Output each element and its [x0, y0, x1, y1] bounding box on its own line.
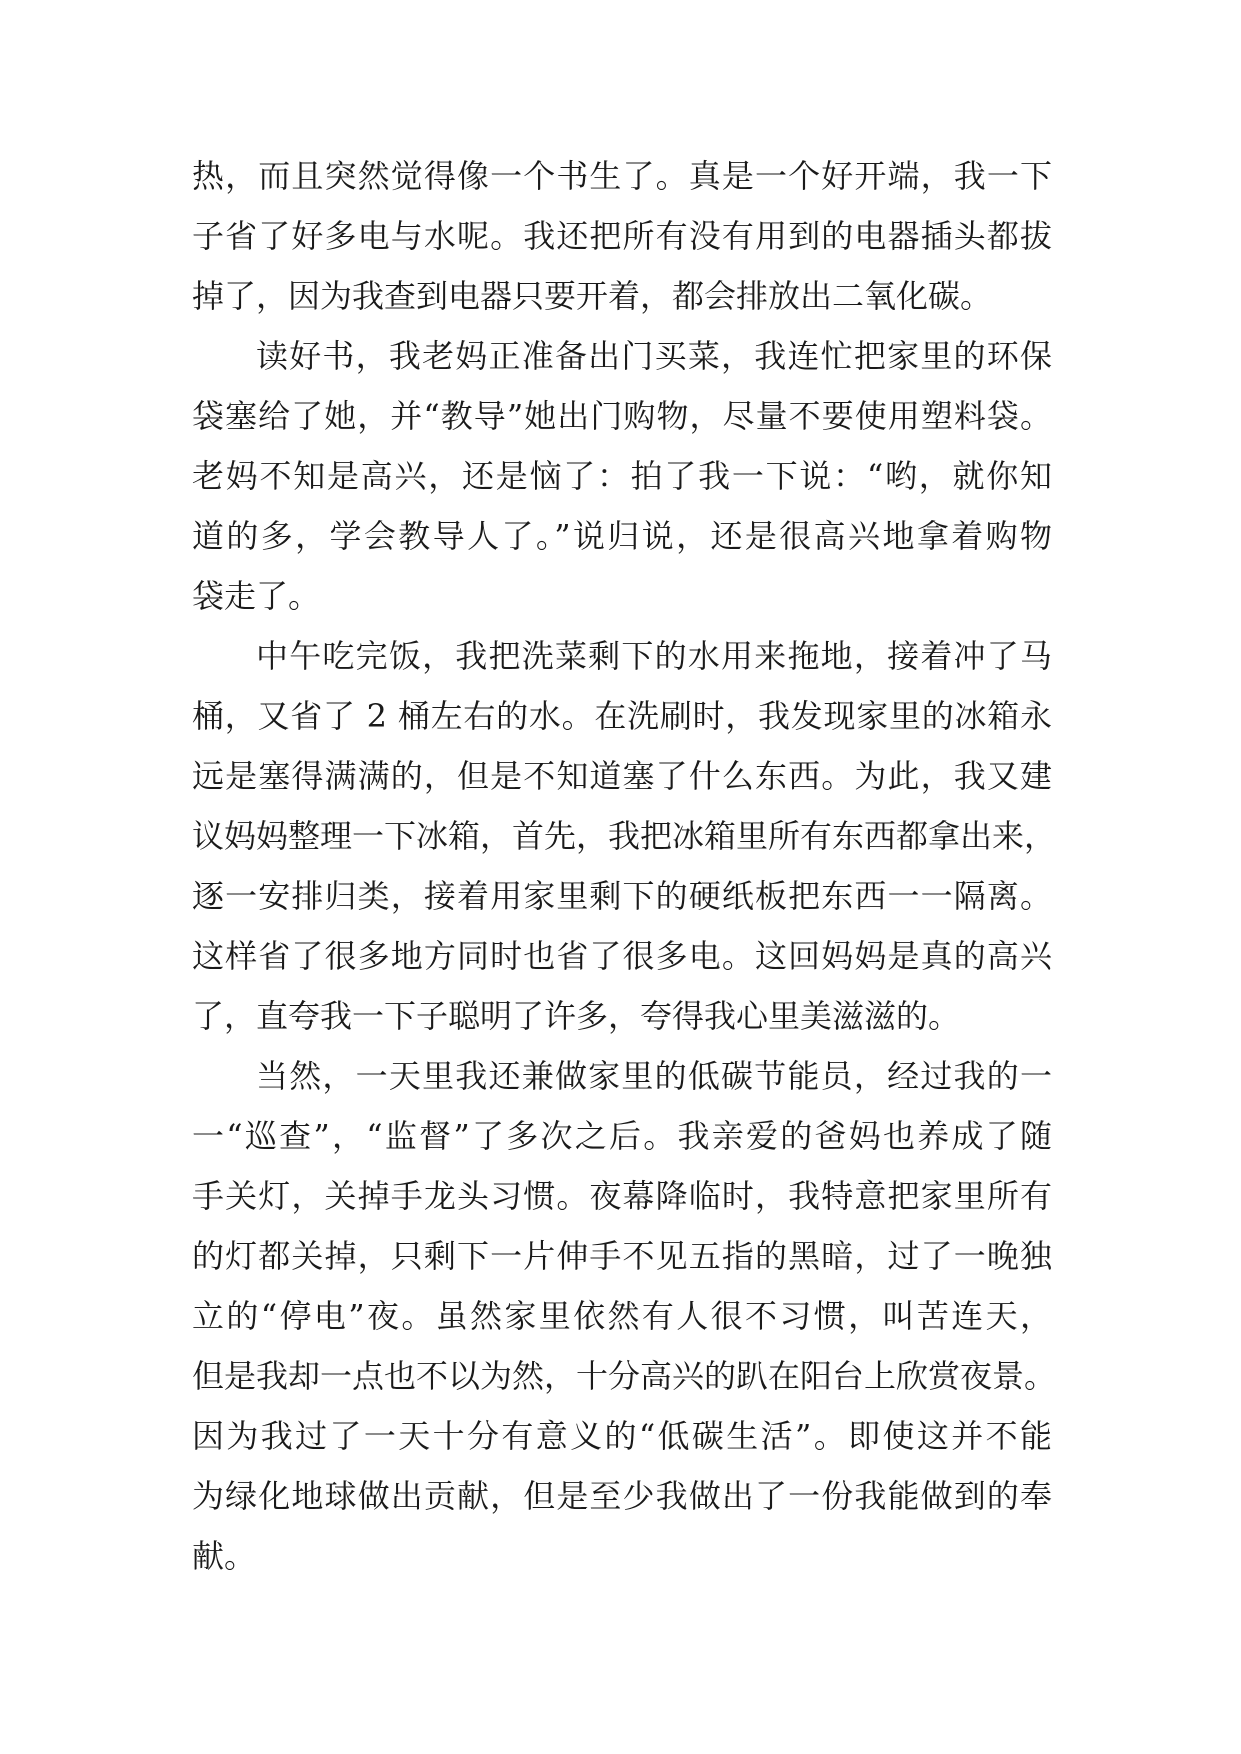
text-line: 但是我却一点也不以为然，十分高兴的趴在阳台上欣赏夜景。	[192, 1357, 1057, 1395]
text-line: 远是塞得满满的，但是不知道塞了什么东西。为此，我又建	[192, 757, 1052, 795]
text-line: 道的多，学会教导人了。”说归说，还是很高兴地拿着购物	[192, 517, 1052, 555]
text-line: 桶，又省了 2 桶左右的水。在洗刷时，我发现家里的冰箱永	[192, 697, 1052, 735]
text-line: 立的“停电”夜。虽然家里依然有人很不习惯，叫苦连天，	[192, 1297, 1052, 1335]
text-line: 袋走了。	[192, 577, 321, 615]
text-line: 当然，一天里我还兼做家里的低碳节能员，经过我的一	[256, 1057, 1052, 1095]
text-line: 热，而且突然觉得像一个书生了。真是一个好开端，我一下	[192, 157, 1052, 195]
text-line: 为绿化地球做出贡献，但是至少我做出了一份我能做到的奉	[192, 1477, 1052, 1515]
text-line: 袋塞给了她，并“教导”她出门购物，尽量不要使用塑料袋。	[192, 397, 1052, 435]
text-line: 的灯都关掉，只剩下一片伸手不见五指的黑暗，过了一晚独	[192, 1237, 1052, 1275]
text-line: 了，直夸我一下子聪明了许多，夸得我心里美滋滋的。	[192, 997, 961, 1035]
text-line: 子省了好多电与水呢。我还把所有没有用到的电器插头都拔	[192, 217, 1052, 255]
text-line: 这样省了很多地方同时也省了很多电。这回妈妈是真的高兴	[192, 937, 1052, 975]
text-line: 逐一安排归类，接着用家里剩下的硬纸板把东西一一隔离。	[192, 877, 1052, 915]
text-line: 读好书，我老妈正准备出门买菜，我连忙把家里的环保	[256, 337, 1052, 375]
text-line: 献。	[192, 1537, 257, 1575]
text-line: 议妈妈整理一下冰箱，首先，我把冰箱里所有东西都拿出来，	[192, 817, 1057, 855]
text-line: 一“巡查”，“监督”了多次之后。我亲爱的爸妈也养成了随	[192, 1117, 1052, 1155]
text-line: 老妈不知是高兴，还是恼了：拍了我一下说：“哟，就你知	[192, 457, 1052, 495]
text-line: 中午吃完饭，我把洗菜剩下的水用来拖地，接着冲了马	[256, 637, 1052, 675]
text-line: 手关灯，关掉手龙头习惯。夜幕降临时，我特意把家里所有	[192, 1177, 1052, 1215]
text-line: 掉了，因为我查到电器只要开着，都会排放出二氧化碳。	[192, 277, 993, 315]
text-line: 因为我过了一天十分有意义的“低碳生活”。即使这并不能	[192, 1417, 1052, 1455]
